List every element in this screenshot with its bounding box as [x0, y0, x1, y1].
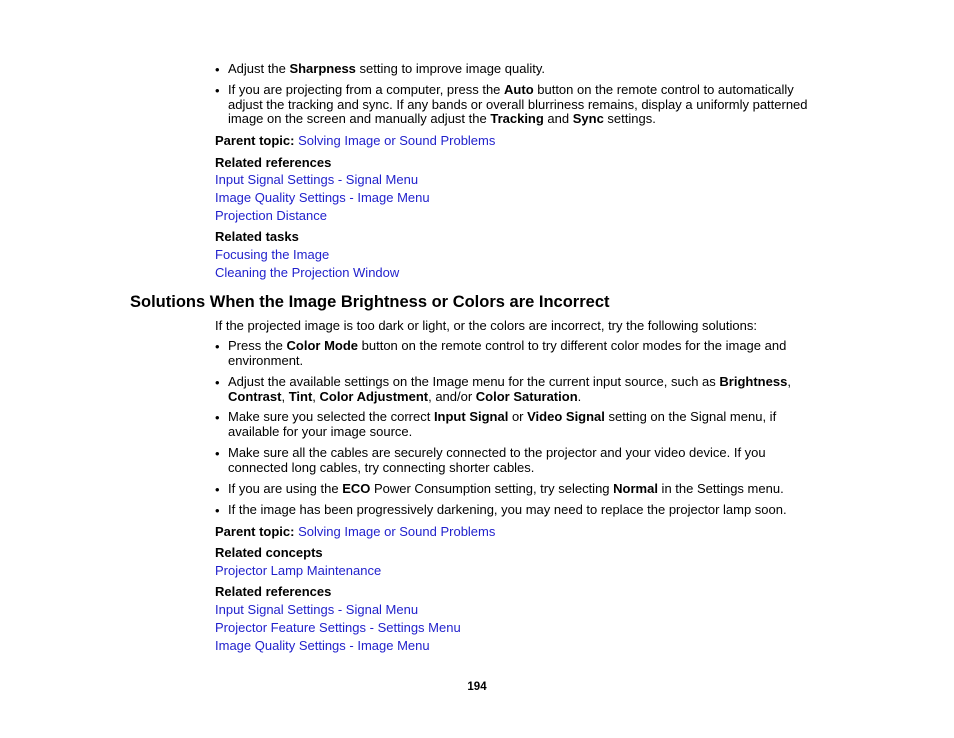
- bullet-text: Make sure you selected the correct Input Signal or Video Signal setting on the Signal menu, if available for your image source.: [228, 409, 777, 439]
- link-focusing-the-image[interactable]: Focusing the Image: [215, 247, 330, 262]
- bold-term: ECO: [342, 481, 371, 496]
- bullet-dot: •: [215, 410, 220, 425]
- bullet-dot: •: [215, 375, 220, 390]
- bold-term: Video Signal: [527, 409, 605, 424]
- bold-term: Tracking: [490, 111, 544, 127]
- link-cleaning-projection-window[interactable]: Cleaning the Projection Window: [215, 265, 400, 280]
- bold-term: Auto: [504, 82, 534, 97]
- parent-topic-link[interactable]: Solving Image or Sound Problems: [298, 133, 496, 148]
- bullet-dot: •: [215, 446, 220, 461]
- link-image-quality-settings[interactable]: Image Quality Settings - Image Menu: [215, 190, 430, 205]
- parent-topic: [215, 133, 495, 148]
- related-references-label: Related references: [215, 584, 332, 599]
- bold-term: Sharpness: [289, 61, 356, 76]
- related-concepts-label: Related concepts: [215, 545, 323, 560]
- bullet-dot: •: [215, 339, 220, 354]
- section-heading: Solutions When the Image Brightness or Colors are Incorrect: [130, 293, 610, 311]
- bold-term: Contrast: [228, 388, 282, 404]
- bold-term: Tint: [288, 388, 313, 404]
- bullet-text: If the image has been progressively darkening, you may need to replace the projector lamp soon.: [228, 502, 787, 517]
- bullet-dot: •: [215, 83, 220, 98]
- related-tasks-label: Related tasks: [215, 229, 299, 244]
- bullet-text: If you are projecting from a computer, press the Auto button on the remote control to automatically adjust the tracking and sync. If any bands or overall blurriness remains, display a uniformly patterned image on the screen and manually adjust the Tracking and Sync settings.: [228, 82, 808, 127]
- bold-term: Color Mode: [286, 338, 359, 353]
- bold-term: Color Adjustment: [319, 388, 429, 404]
- bullet-text: Press the Color Mode button on the remote control to try different color modes for the image and environment.: [228, 338, 787, 368]
- link-input-signal-settings[interactable]: Input Signal Settings - Signal Menu: [215, 172, 419, 187]
- bullet-text: Adjust the Sharpness setting to improve image quality.: [228, 61, 545, 76]
- bold-term: Brightness: [719, 374, 788, 389]
- section-intro: If the projected image is too dark or light, or the colors are incorrect, try the following solutions:: [215, 318, 757, 333]
- bullet-text: Adjust the available settings on the Image menu for the current input source, such as Brightness, Contrast, Tint, Color Adjustment, and/or Color Saturation.: [228, 374, 791, 404]
- link-image-quality-settings[interactable]: Image Quality Settings - Image Menu: [215, 638, 430, 653]
- bold-term: Normal: [613, 481, 658, 496]
- link-projection-distance[interactable]: Projection Distance: [215, 208, 327, 223]
- parent-topic-link[interactable]: Solving Image or Sound Problems: [298, 524, 496, 539]
- parent-topic: [215, 524, 495, 539]
- link-input-signal-settings[interactable]: Input Signal Settings - Signal Menu: [215, 602, 419, 617]
- bullet-dot: •: [215, 503, 220, 518]
- parent-topic-label: Parent topic:: [215, 524, 295, 539]
- bullet-text: Make sure all the cables are securely connected to the projector and your video device. If you connected long cables, try connecting shorter cables.: [228, 445, 766, 475]
- bold-term: Color Saturation: [475, 388, 578, 404]
- bullet-text: If you are using the ECO Power Consumption setting, try selecting Normal in the Settings menu.: [228, 481, 784, 496]
- link-projector-feature-settings[interactable]: Projector Feature Settings - Settings Menu: [215, 620, 461, 635]
- bullet-dot: •: [215, 62, 220, 77]
- bold-term: Sync: [572, 111, 604, 127]
- parent-topic-label: Parent topic:: [215, 133, 295, 148]
- bold-term: Input Signal: [433, 409, 509, 424]
- page-number: 194: [467, 681, 487, 693]
- link-projector-lamp-maintenance[interactable]: Projector Lamp Maintenance: [215, 563, 382, 578]
- related-references-label: Related references: [215, 155, 332, 170]
- bullet-dot: •: [215, 482, 220, 497]
